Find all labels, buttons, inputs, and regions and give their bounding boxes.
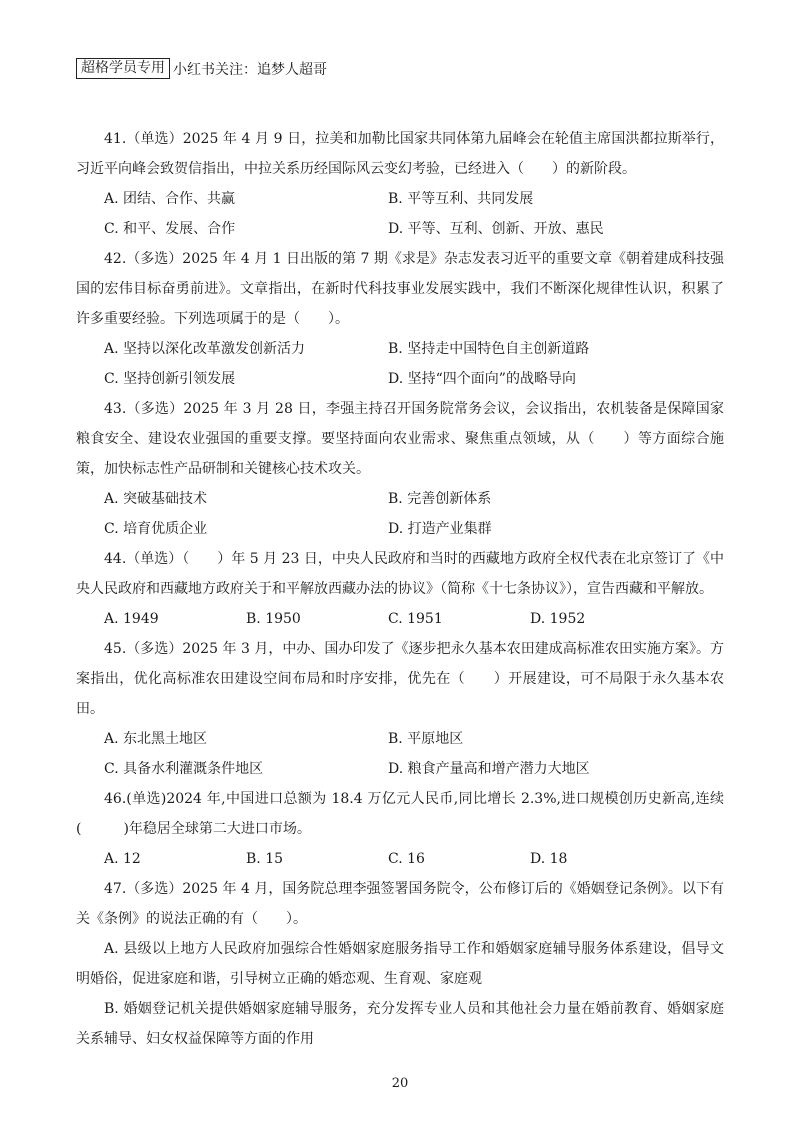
question-44 [76, 544, 724, 634]
student-badge: 超格学员专用 [76, 58, 170, 79]
question-stem: 47.（多选）2025 年 4 月，国务院总理李强签署国务院令，公布修订后的《婚姻登记条例》。以下有关《条例》的说法正确的有（ ）。 [76, 881, 724, 927]
option-a: A. 东北黑土地区 [104, 731, 208, 747]
option-a: A. 县级以上地方人民政府加强综合性婚姻家庭服务指导工作和婚姻家庭辅导服务体系建设，倡导文明婚俗，促进家庭和谐，引导树立正确的婚恋观、生育观、家庭观 [76, 941, 724, 987]
question-45 [76, 634, 724, 784]
option-c: C. 16 [388, 851, 425, 867]
question-stem: 44.（单选）（ ）年 5 月 23 日，中央人民政府和当时的西藏地方政府全权代表在北京签订了《中央人民政府和西藏地方政府关于和平解放西藏办法的协议》（简称《十七条协议》），宣告西藏和平解放。 [76, 551, 724, 597]
question-47 [76, 874, 724, 1054]
option-c: C. 和平、发展、合作 [104, 221, 236, 237]
question-42 [76, 244, 724, 394]
option-b: B. 坚持走中国特色自主创新道路 [388, 341, 590, 357]
question-list [76, 124, 724, 1054]
option-d: D. 打造产业集群 [388, 521, 492, 537]
option-b: B. 婚姻登记机关提供婚姻家庭辅导服务，充分发挥专业人员和其他社会力量在婚前教育、婚姻家庭关系辅导、妇女权益保障等方面的作用 [76, 1001, 724, 1047]
question-46 [76, 784, 724, 874]
option-d: D. 粮食产量高和增产潜力大地区 [388, 761, 590, 777]
option-group [76, 184, 724, 244]
option-a: A. 坚持以深化改革激发创新活力 [104, 341, 306, 357]
option-c: C. 1951 [388, 611, 443, 627]
option-b: B. 平原地区 [388, 731, 464, 747]
option-d: D. 平等、互利、创新、开放、惠民 [388, 221, 604, 237]
question-stem: 42.（多选）2025 年 4 月 1 日出版的第 7 期《求是》杂志发表习近平的重要文章《朝着建成科技强国的宏伟目标奋勇前进》。文章指出，在新时代科技事业发展实践中，我们不断深化规律性认识，积累了许多重要经验。下列选项属于的是（ ）。 [76, 251, 724, 327]
question-stem: 46.(单选)2024 年,中国进口总额为 18.4 万亿元人民币,同比增长 2.3%,进口规模创历史新高,连续( )年稳居全球第二大进口市场。 [76, 791, 724, 837]
option-b: B. 15 [246, 851, 284, 867]
option-d: D. 18 [530, 851, 568, 867]
question-stem: 41.（单选）2025 年 4 月 9 日，拉美和加勒比国家共同体第九届峰会在轮值主席国洪都拉斯举行，习近平向峰会致贺信指出，中拉关系历经国际风云变幻考验，已经进入（ ）的新阶段。 [76, 131, 724, 177]
option-c: C. 坚持创新引领发展 [104, 371, 236, 387]
option-group [76, 724, 724, 784]
question-41 [76, 124, 724, 244]
option-b: B. 1950 [246, 611, 301, 627]
option-c: C. 培育优质企业 [104, 521, 208, 537]
option-a: A. 团结、合作、共赢 [104, 191, 236, 207]
question-stem: 43.（多选）2025 年 3 月 28 日，李强主持召开国务院常务会议，会议指出，农机装备是保障国家粮食安全、建设农业强国的重要支撑。要坚持面向农业需求、聚焦重点领域，从（ ）等方面综合施策，加快标志性产品研制和关键核心技术攻关。 [76, 401, 724, 477]
question-stem: 45.（多选）2025 年 3 月，中办、国办印发了《逐步把永久基本农田建成高标准农田实施方案》。方案指出，优化高标准农田建设空间布局和时序安排，优先在（ ）开展建设，可不局限于永久基本农田。 [76, 641, 724, 717]
option-group [76, 484, 724, 544]
page-header [76, 58, 327, 79]
option-b: B. 完善创新体系 [388, 491, 492, 507]
option-b: B. 平等互利、共同发展 [388, 191, 534, 207]
page-number: 20 [391, 1076, 409, 1091]
option-c: C. 具备水利灌溉条件地区 [104, 761, 264, 777]
option-a: A. 12 [104, 851, 141, 867]
option-group [76, 334, 724, 394]
source-note: 小红书关注：追梦人超哥 [173, 61, 327, 78]
option-d: D. 1952 [530, 611, 586, 627]
option-group [76, 844, 724, 874]
option-a: A. 突破基础技术 [104, 491, 208, 507]
option-d: D. 坚持“四个面向”的战略导向 [388, 371, 576, 387]
option-group [76, 604, 724, 634]
question-43 [76, 394, 724, 544]
option-a: A. 1949 [104, 611, 159, 627]
